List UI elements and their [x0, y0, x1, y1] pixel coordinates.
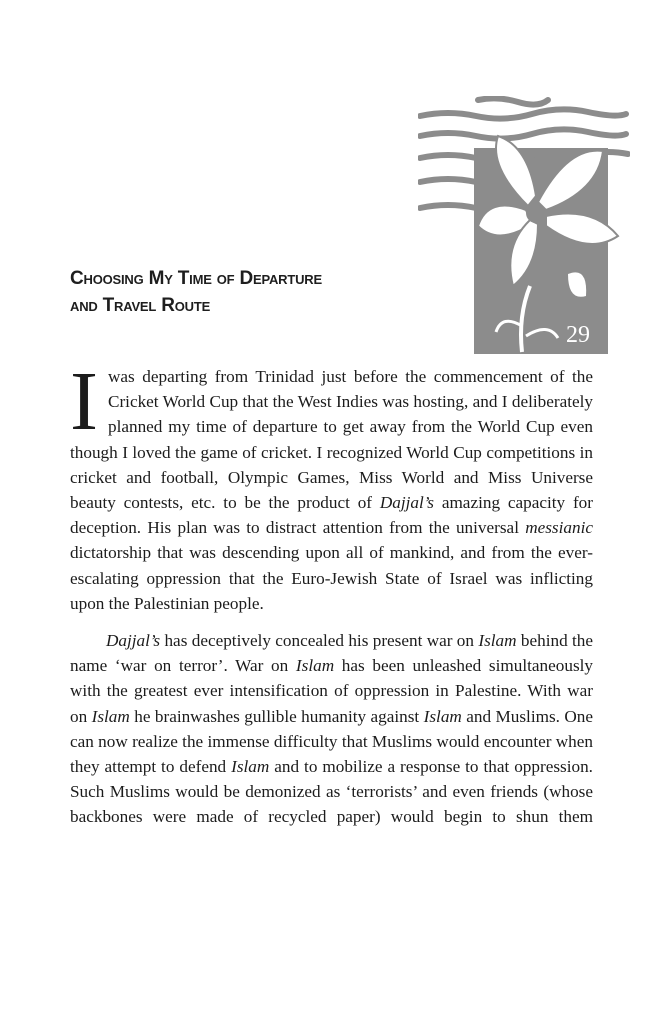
- body-text: [70, 355, 594, 830]
- page-number: 29: [566, 322, 590, 348]
- flower-postage-stamp-icon: [418, 96, 630, 354]
- chapter-title-line2: and Travel Route: [70, 295, 211, 316]
- flower-stamp: [418, 96, 630, 354]
- paragraph-2: Dajjal’s has deceptively concealed his present war on Islam behind the name ‘war on terror’. War on Islam has been unleashed simultaneously with the greatest ever intensification of oppression in Palestine. With war on Islam he brainwashes gullible humanity against Islam and Muslims. One can now realize the immense difficulty that Muslims would encounter when they attempt to defend Islam and to mobilize a response to that oppression. Such Muslims would be demonized as ‘terrorists’ and even friends (whose backbones were made of recycled paper) would begin to shun them: [70, 631, 594, 827]
- chapter-title-line1: Choosing My Time of Departure: [70, 268, 322, 289]
- paragraph-1: I was departing from Trinidad just before the commencement of the Cricket World Cup that the West Indies was hosting, and I deliberately planned my time of departure to get away from the World Cup even though I loved the game of cricket. I recognized World Cup competitions in cricket and football, Olympic Games, Miss World and Miss Universe beauty contests, etc. to be the product of Dajjal’s amazing capacity for deception. His plan was to distract attention from the universal messianic dictatorship that was descending upon all of mankind, and from the ever-escalating oppression that the Euro-Jewish State of Israel was inflicting upon the Palestinian people.: [70, 355, 593, 613]
- chapter-title: [70, 265, 430, 319]
- drop-cap: I: [70, 355, 98, 448]
